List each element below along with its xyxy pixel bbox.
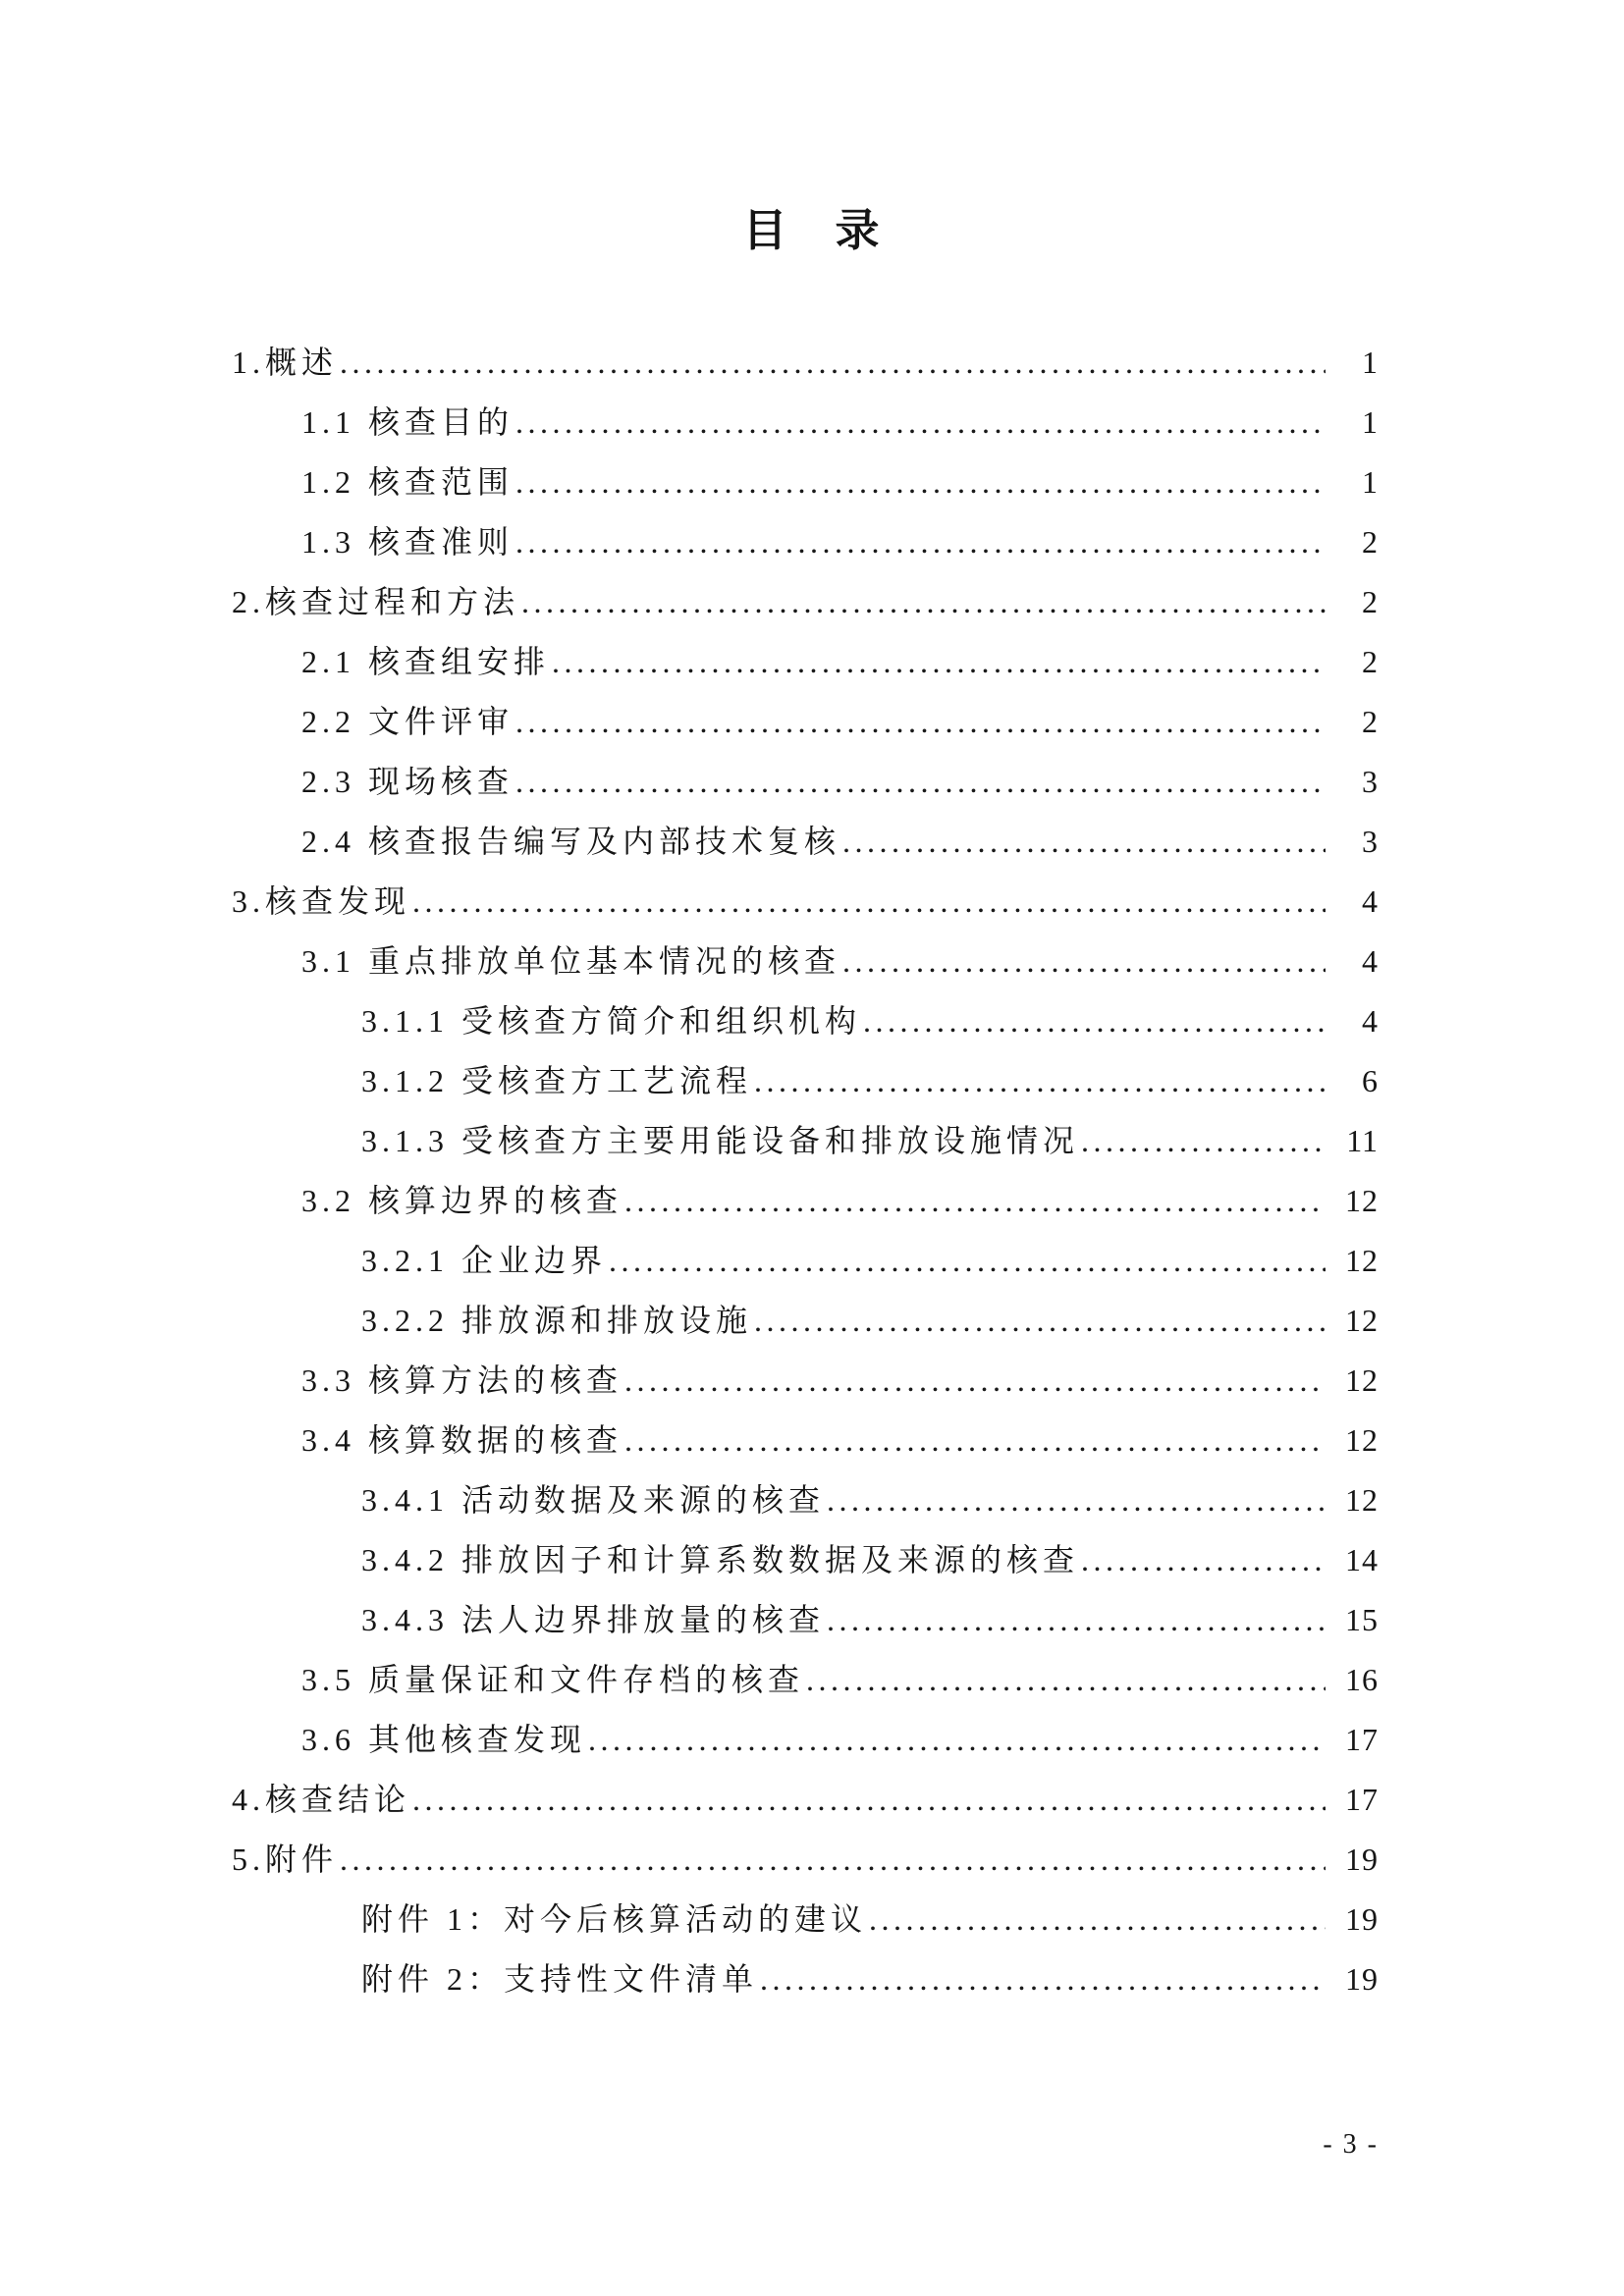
toc-entry-page-number: 1 <box>1362 404 1379 440</box>
toc-entry-label: 3.5 质量保证和文件存档的核查 <box>301 1662 805 1697</box>
toc-entry-label: 4.核查结论 <box>232 1782 411 1817</box>
toc-entry-label: 2.4 核查报告编写及内部技术复核 <box>301 824 841 859</box>
toc-entry-page-number: 12 <box>1345 1303 1379 1338</box>
toc-entry-label: 3.4.3 法人边界排放量的核查 <box>361 1602 826 1637</box>
toc-dot-leader <box>1081 1530 1326 1590</box>
toc-dot-leader <box>552 632 1326 692</box>
toc-dot-leader <box>863 991 1326 1051</box>
toc-dot-leader <box>515 512 1326 572</box>
toc-entry-label: 3.3 核算方法的核查 <box>301 1362 623 1398</box>
toc-dot-leader <box>827 1590 1326 1650</box>
toc-entry-label: 3.1 重点排放单位基本情况的核查 <box>301 943 841 979</box>
toc-dot-leader <box>521 572 1326 632</box>
toc-entry-page-number: 15 <box>1345 1602 1379 1637</box>
toc-entry-page-number: 12 <box>1345 1362 1379 1398</box>
toc-entry-label: 3.4 核算数据的核查 <box>301 1422 623 1458</box>
toc-entry-label: 3.2.1 企业边界 <box>361 1243 608 1278</box>
toc-dot-leader <box>609 1231 1326 1291</box>
toc-entry-label: 3.1.1 受核查方简介和组织机构 <box>361 1003 862 1039</box>
toc-entry-page-number: 2 <box>1362 524 1379 560</box>
toc-entry-page-number: 4 <box>1362 1003 1379 1039</box>
toc-entry-label: 1.2 核查范围 <box>301 464 514 500</box>
toc-entry-label: 2.核查过程和方法 <box>232 584 520 619</box>
toc-entry-page-number: 2 <box>1362 644 1379 679</box>
toc-dot-leader <box>340 1830 1326 1890</box>
toc-entry-16[interactable] <box>232 1231 1379 1291</box>
toc-entry-label: 2.2 文件评审 <box>301 704 514 739</box>
toc-entry-13[interactable] <box>232 1051 1379 1111</box>
toc-entry-9[interactable] <box>232 812 1379 872</box>
toc-entry-label: 3.2 核算边界的核查 <box>301 1183 623 1218</box>
toc-dot-leader <box>754 1291 1326 1351</box>
toc-dot-leader <box>340 333 1326 393</box>
toc-dot-leader <box>754 1051 1326 1111</box>
page-title: 目 录 <box>742 206 882 255</box>
toc-entry-14[interactable] <box>232 1111 1379 1171</box>
toc-entry-10[interactable] <box>232 872 1379 932</box>
toc-entry-page-number: 12 <box>1345 1422 1379 1458</box>
toc-entry-label: 2.3 现场核查 <box>301 764 514 799</box>
toc-entry-27[interactable] <box>232 1890 1379 1949</box>
toc-entry-17[interactable] <box>232 1291 1379 1351</box>
toc-dot-leader <box>842 932 1326 991</box>
toc-dot-leader <box>515 453 1326 512</box>
toc-dot-leader <box>624 1351 1326 1411</box>
toc-entry-page-number: 19 <box>1345 1961 1379 1997</box>
toc-entry-22[interactable] <box>232 1590 1379 1650</box>
toc-entry-25[interactable] <box>232 1770 1379 1830</box>
toc-dot-leader <box>412 872 1326 932</box>
toc-entry-12[interactable] <box>232 991 1379 1051</box>
toc-list <box>232 333 1379 2009</box>
toc-entry-18[interactable] <box>232 1351 1379 1411</box>
toc-entry-page-number: 6 <box>1362 1063 1379 1098</box>
footer-page-number: - 3 - <box>1323 2129 1379 2160</box>
toc-entry-page-number: 2 <box>1362 704 1379 739</box>
toc-dot-leader <box>588 1710 1326 1770</box>
toc-dot-leader <box>624 1411 1326 1470</box>
toc-entry-1[interactable] <box>232 333 1379 393</box>
toc-entry-label: 1.3 核查准则 <box>301 524 514 560</box>
toc-entry-24[interactable] <box>232 1710 1379 1770</box>
toc-entry-page-number: 1 <box>1362 464 1379 500</box>
toc-entry-15[interactable] <box>232 1171 1379 1231</box>
toc-entry-label: 3.6 其他核查发现 <box>301 1722 587 1757</box>
toc-dot-leader <box>515 692 1326 752</box>
toc-entry-label: 3.1.2 受核查方工艺流程 <box>361 1063 753 1098</box>
toc-entry-page-number: 12 <box>1345 1482 1379 1518</box>
toc-entry-5[interactable] <box>232 572 1379 632</box>
toc-entry-6[interactable] <box>232 632 1379 692</box>
toc-dot-leader <box>515 393 1326 453</box>
toc-entry-19[interactable] <box>232 1411 1379 1470</box>
toc-entry-4[interactable] <box>232 512 1379 572</box>
toc-entry-page-number: 17 <box>1345 1782 1379 1817</box>
toc-entry-label: 3.4.1 活动数据及来源的核查 <box>361 1482 826 1518</box>
toc-entry-page-number: 4 <box>1362 943 1379 979</box>
toc-entry-label: 附件 1：对今后核算活动的建议 <box>361 1901 868 1937</box>
toc-entry-label: 1.1 核查目的 <box>301 404 514 440</box>
toc-dot-leader <box>760 1949 1326 2009</box>
toc-dot-leader <box>1081 1111 1326 1171</box>
toc-dot-leader <box>412 1770 1326 1830</box>
toc-entry-label: 3.核查发现 <box>232 883 411 919</box>
toc-dot-leader <box>624 1171 1326 1231</box>
toc-entry-20[interactable] <box>232 1470 1379 1530</box>
toc-entry-28[interactable] <box>232 1949 1379 2009</box>
toc-entry-label: 3.1.3 受核查方主要用能设备和排放设施情况 <box>361 1123 1080 1158</box>
toc-entry-page-number: 12 <box>1345 1243 1379 1278</box>
toc-entry-11[interactable] <box>232 932 1379 991</box>
toc-entry-8[interactable] <box>232 752 1379 812</box>
toc-entry-page-number: 12 <box>1345 1183 1379 1218</box>
toc-entry-page-number: 16 <box>1345 1662 1379 1697</box>
toc-entry-label: 5.附件 <box>232 1842 339 1877</box>
toc-entry-21[interactable] <box>232 1530 1379 1590</box>
toc-dot-leader <box>806 1650 1326 1710</box>
toc-dot-leader <box>842 812 1326 872</box>
toc-dot-leader <box>869 1890 1326 1949</box>
toc-entry-label: 2.1 核查组安排 <box>301 644 551 679</box>
toc-entry-23[interactable] <box>232 1650 1379 1710</box>
toc-entry-2[interactable] <box>232 393 1379 453</box>
toc-entry-label: 3.2.2 排放源和排放设施 <box>361 1303 753 1338</box>
toc-entry-page-number: 3 <box>1362 824 1379 859</box>
toc-entry-label: 1.概述 <box>232 345 339 380</box>
toc-entry-page-number: 19 <box>1345 1901 1379 1937</box>
toc-entry-label: 3.4.2 排放因子和计算系数数据及来源的核查 <box>361 1542 1080 1577</box>
toc-dot-leader <box>515 752 1326 812</box>
toc-entry-page-number: 2 <box>1362 584 1379 619</box>
toc-entry-26[interactable] <box>232 1830 1379 1890</box>
toc-entry-page-number: 19 <box>1345 1842 1379 1877</box>
toc-entry-page-number: 17 <box>1345 1722 1379 1757</box>
toc-entry-3[interactable] <box>232 453 1379 512</box>
toc-entry-page-number: 14 <box>1345 1542 1379 1577</box>
toc-entry-page-number: 3 <box>1362 764 1379 799</box>
toc-entry-page-number: 11 <box>1346 1123 1379 1158</box>
toc-dot-leader <box>827 1470 1326 1530</box>
toc-entry-page-number: 1 <box>1362 345 1379 380</box>
toc-entry-label: 附件 2：支持性文件清单 <box>361 1961 759 1997</box>
toc-entry-7[interactable] <box>232 692 1379 752</box>
toc-entry-page-number: 4 <box>1362 883 1379 919</box>
